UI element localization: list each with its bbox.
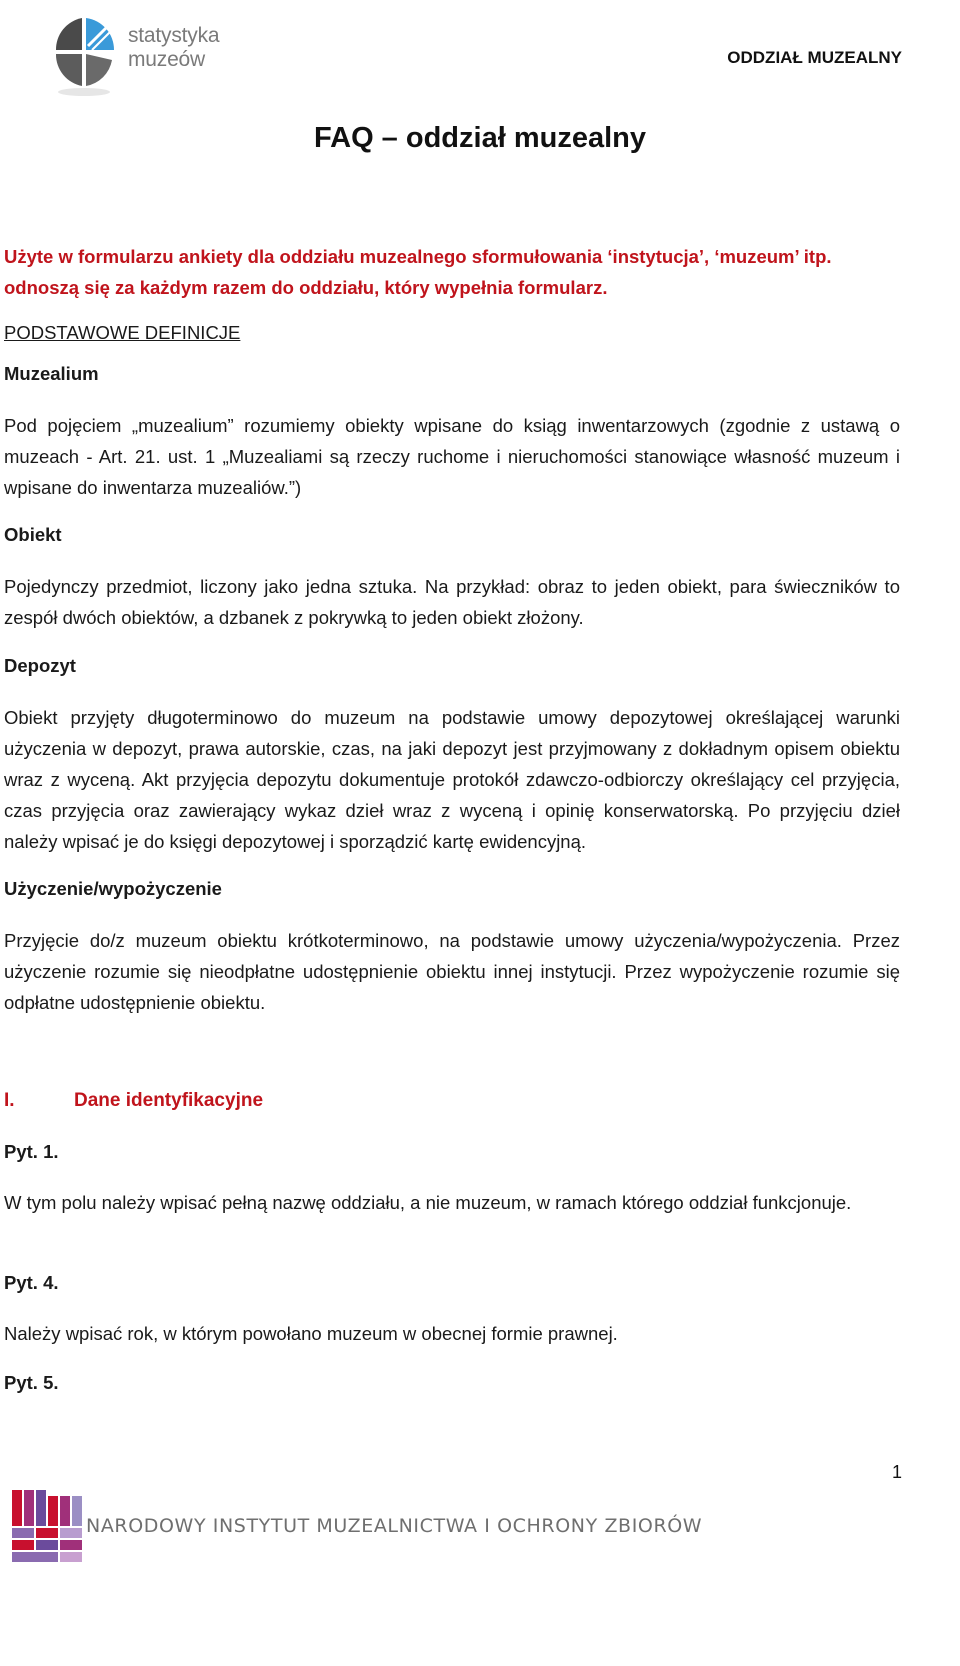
logo-mark-icon bbox=[56, 18, 114, 96]
term-uzyczenie-title: Użyczenie/wypożyczenie bbox=[4, 878, 222, 899]
intro-note: Użyte w formularzu ankiety dla oddziału muzealnego sformułowania ‘instytucja’, ‘muzeum’ itp. odnoszą się za każdym razem do oddziału, który wypełnia formularz. bbox=[4, 246, 832, 298]
nimoz-logo-icon bbox=[12, 1490, 84, 1564]
definitions-heading: PODSTAWOWE DEFINICJE bbox=[4, 322, 241, 343]
section-1-title: Dane identyfikacyjne bbox=[74, 1090, 264, 1111]
term-uzyczenie-text: Przyjęcie do/z muzeum obiektu krótkoterminowo, na podstawie umowy użyczenia/wypożyczenia. Przez użyczenie rozumie się nieodpłatne udostępnienie obiektu innej instytucji. Przez wypożyczenie rozumie się odpłatne udostępnienie obiektu. bbox=[4, 930, 900, 1013]
logo-line-2: muzeów bbox=[128, 48, 205, 71]
logo-wordmark bbox=[128, 24, 219, 72]
term-obiekt-title: Obiekt bbox=[4, 524, 62, 545]
header-section-label: ODDZIAŁ MUZEALNY bbox=[727, 48, 902, 67]
term-obiekt-text: Pojedynczy przedmiot, liczony jako jedna sztuka. Na przykład: obraz to jeden obiekt, para świeczników to zespół dwóch obiektów, a dzbanek z pokrywką to jeden obiekt złożony. bbox=[4, 576, 900, 628]
section-1-number: I. bbox=[4, 1090, 15, 1111]
term-depozyt-text: Obiekt przyjęty długoterminowo do muzeum na podstawie umowy depozytowej określającej warunki użyczenia w depozyt, prawa autorskie, czas, na jaki depozyt jest przyjmowany z dokładnym opisem obiektu wraz z wyceną. Akt przyjęcia depozytu dokumentuje protokół zdawczo-odbiorczy określający cel przyjęcia, czas przyjęcia oraz zawierający wykaz dzieł wraz z wyceną i opinię konserwatorską. Po przyjęciu dzieł należy wpisać je do księgi depozytowej i sporządzić kartę ewidencyjną. bbox=[4, 707, 900, 852]
question-5-label: Pyt. 5. bbox=[4, 1372, 59, 1393]
logo-line-1: statystyka bbox=[128, 24, 220, 47]
term-depozyt-title: Depozyt bbox=[4, 655, 76, 676]
question-1-text: W tym polu należy wpisać pełną nazwę oddziału, a nie muzeum, w ramach którego oddział funkcjonuje. bbox=[4, 1192, 852, 1213]
footer-institution-name: NARODOWY INSTYTUT MUZEALNICTWA I OCHRONY ZBIORÓW bbox=[86, 1515, 703, 1537]
page-title: FAQ – oddział muzealny bbox=[314, 122, 646, 154]
question-4-label: Pyt. 4. bbox=[4, 1272, 59, 1293]
term-muzealium-title: Muzealium bbox=[4, 363, 99, 384]
section-1-heading bbox=[4, 1090, 263, 1112]
term-muzealium-text: Pod pojęciem „muzealium” rozumiemy obiekty wpisane do ksiąg inwentarzowych (zgodnie z ustawą o muzeach - Art. 21. ust. 1 „Muzealiami są rzeczy ruchome i nieruchomości stanowiące własność muzeum i wpisane do inwentarza muzealiów.”) bbox=[4, 415, 900, 498]
question-1-label: Pyt. 1. bbox=[4, 1141, 59, 1162]
question-4-text: Należy wpisać rok, w którym powołano muzeum w obecnej formie prawnej. bbox=[4, 1323, 618, 1344]
page-number: 1 bbox=[891, 1462, 902, 1482]
